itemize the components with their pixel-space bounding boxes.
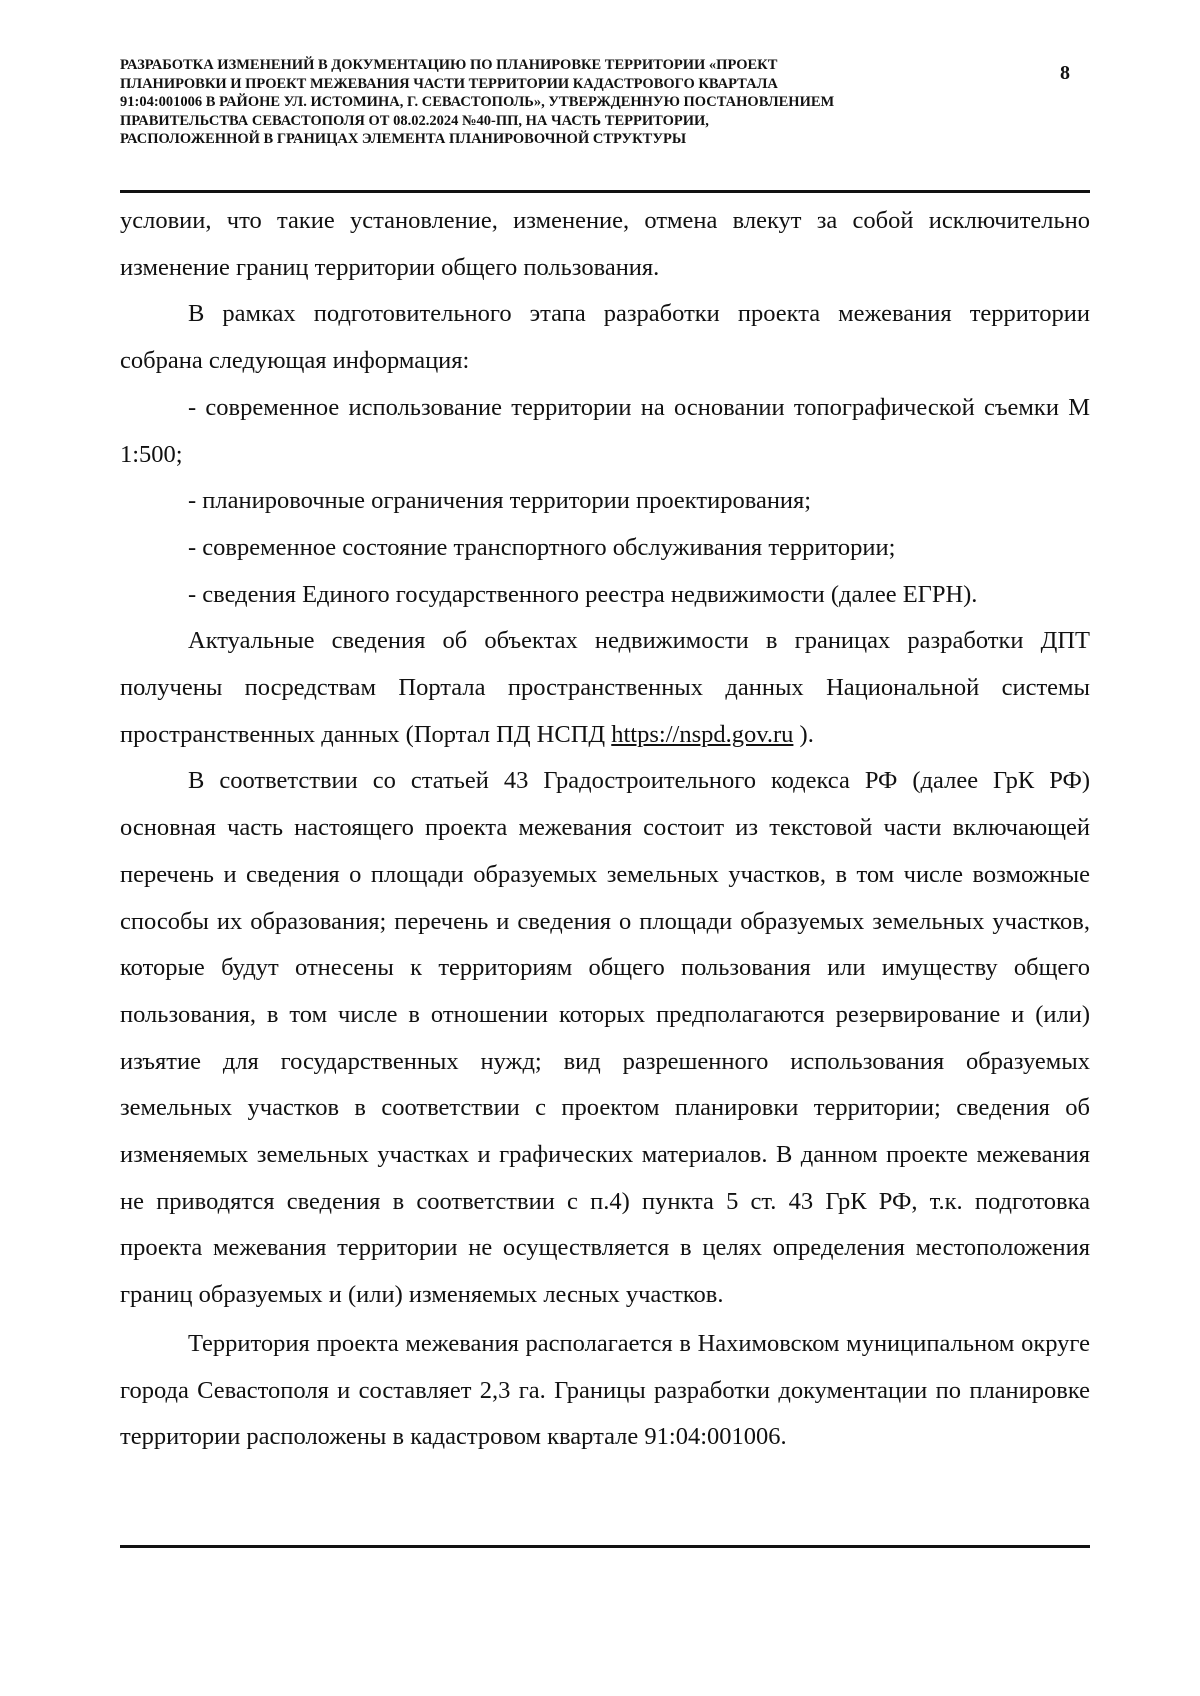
header-line-4: ПРАВИТЕЛЬСТВА СЕВАСТОПОЛЯ ОТ 08.02.2024 №40-ПП, НА ЧАСТЬ ТЕРРИТОРИИ, (120, 112, 709, 129)
nspd-link[interactable]: https://nspd.gov.ru (611, 720, 794, 748)
header-line-3: 91:04:001006 В РАЙОНЕ УЛ. ИСТОМИНА, Г. СЕВАСТОПОЛЬ», УТВЕРЖДЕННУЮ ПОСТАНОВЛЕНИЕМ (120, 94, 835, 110)
list-item: - планировочные ограничения территории проектирования; (188, 487, 812, 515)
paragraph-current-data (120, 618, 1090, 758)
header-line-5: РАСПОЛОЖЕННОЙ В ГРАНИЦАХ ЭЛЕМЕНТА ПЛАНИРОВОЧНОЙ СТРУКТУРЫ (120, 131, 687, 147)
paragraph-current-data-text: Актуальные сведения об объектах недвижимости в границах разработки ДПТ получены посредствам Портала пространственных данных Национальной системы пространственных данных (Портал ПД НСПД (120, 627, 1090, 748)
header-line-1: РАЗРАБОТКА ИЗМЕНЕНИЙ В ДОКУМЕНТАЦИЮ ПО ПЛАНИРОВКЕ ТЕРРИТОРИИ «ПРОЕКТ (120, 57, 778, 73)
paragraph-territory: Территория проекта межевания располагается в Нахимовском муниципальном округе города Севастополя и составляет 2,3 га. Границы разработки документации по планировке территории расположены в кадастровом квартале 91:04:001006. (120, 1329, 1090, 1451)
paragraph-current-data-end: ). (793, 720, 814, 748)
body-text (120, 198, 1090, 1461)
header-divider (120, 190, 1090, 193)
footer-divider (120, 1545, 1090, 1548)
list-item: - сведения Единого государственного реестра недвижимости (далее ЕГРН). (188, 580, 978, 608)
list-item: - современное использование территории на основании топографической съемки М 1:500; (120, 393, 1090, 468)
page-number: 8 (1060, 62, 1070, 84)
header-line-2: ПЛАНИРОВКИ И ПРОЕКТ МЕЖЕВАНИЯ ЧАСТИ ТЕРРИТОРИИ КАДАСТРОВОГО КВАРТАЛА (120, 75, 778, 92)
paragraph-continuation: условии, что такие установление, изменение, отмена влекут за собой исключительно изменение границ территории общего пользования. (120, 207, 1090, 281)
document-header (120, 56, 1000, 149)
paragraph-grk-article-43: В соответствии со статьей 43 Градостроительного кодекса РФ (далее ГрК РФ) основная часть настоящего проекта межевания состоит из текстовой части включающей перечень и сведения о площади образуемых земельных участков, в том числе возможные способы их образования; перечень и сведения о площади образуемых земельных участков, которые будут отнесены к территориям общего пользования или имуществу общего пользования, в том числе в отношении которых предполагаются резервирование и (или) изъятие для государственных нужд; вид разрешенного использования образуемых земельных участков в соответствии с проектом планировки территории; сведения об изменяемых земельных участках и графических материалов. В данном проекте межевания не приводятся сведения в соответствии с п.4) пункта 5 ст. 43 ГрК РФ, т.к. подготовка проекта межевания территории не осуществляется в целях определения местоположения границ образуемых и (или) изменяемых лесных участков. (120, 767, 1090, 1309)
paragraph-preparatory-stage: В рамках подготовительного этапа разработки проекта межевания территории собрана следующая информация: (120, 300, 1090, 375)
list-item: - современное состояние транспортного обслуживания территории; (188, 533, 896, 561)
